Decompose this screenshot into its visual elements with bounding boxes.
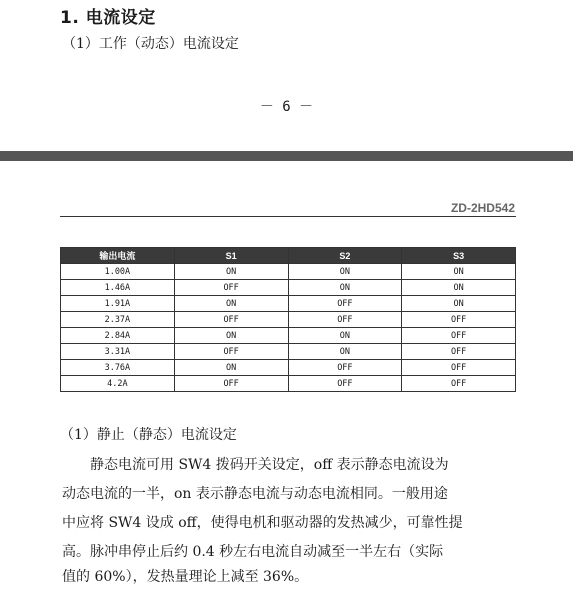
cell-s3: ON (402, 264, 516, 280)
cell-s2: ON (288, 264, 402, 280)
cell-current: 2.37A (61, 312, 175, 328)
cell-s1: ON (174, 264, 288, 280)
table-row (61, 328, 516, 344)
cell-s1: OFF (174, 312, 288, 328)
table-row (61, 344, 516, 360)
cell-s1: ON (174, 360, 288, 376)
paragraph-line: 高。脉冲串停止后约 0.4 秒左右电流自动减至一半左右（实际 (62, 544, 444, 560)
model-label: ZD-2HD542 (450, 201, 515, 215)
cell-s3: OFF (402, 328, 516, 344)
cell-s3: OFF (402, 344, 516, 360)
cell-s3: ON (402, 296, 516, 312)
cell-current: 3.31A (61, 344, 175, 360)
cell-s3: OFF (402, 376, 516, 392)
paragraph-line: 动态电流的一半，on 表示静态电流与动态电流相同。一般用途 (62, 486, 448, 502)
cell-s2: ON (288, 328, 402, 344)
header-s1: S1 (174, 248, 288, 264)
paragraph-line: 静态电流可用 SW4 拨码开关设定，off 表示静态电流设为 (62, 457, 449, 473)
cell-s2: OFF (288, 312, 402, 328)
table-row (61, 312, 516, 328)
cell-current: 3.76A (61, 360, 175, 376)
cell-s3: OFF (402, 360, 516, 376)
header-s2: S2 (288, 248, 402, 264)
section-title: 1. 电流设定 (60, 8, 156, 28)
header-s3: S3 (402, 248, 516, 264)
cell-s1: ON (174, 328, 288, 344)
current-settings-table (60, 247, 516, 392)
page-number: － 6 － (259, 99, 314, 115)
cell-s2: OFF (288, 360, 402, 376)
cell-current: 2.84A (61, 328, 175, 344)
cell-current: 4.2A (61, 376, 175, 392)
cell-s2: ON (288, 344, 402, 360)
header-output-current: 输出电流 (61, 248, 175, 264)
subheading-dynamic-current: （1）工作（动态）电流设定 (62, 36, 239, 52)
table-header-row (61, 248, 516, 264)
paragraph-line: 值的 60%），发热量理论上减至 36%。 (62, 569, 309, 585)
cell-s1: ON (174, 296, 288, 312)
page-divider (0, 151, 573, 161)
cell-s3: ON (402, 280, 516, 296)
cell-current: 1.00A (61, 264, 175, 280)
cell-s1: OFF (174, 280, 288, 296)
cell-current: 1.46A (61, 280, 175, 296)
cell-s3: OFF (402, 312, 516, 328)
cell-current: 1.91A (61, 296, 175, 312)
table-row (61, 296, 516, 312)
table-row (61, 360, 516, 376)
subheading-static-current: （1）静止（静态）电流设定 (60, 427, 237, 443)
cell-s2: OFF (288, 376, 402, 392)
table-row (61, 376, 516, 392)
cell-s2: ON (288, 280, 402, 296)
table-row (61, 264, 516, 280)
cell-s1: OFF (174, 344, 288, 360)
cell-s1: OFF (174, 376, 288, 392)
header-rule (60, 216, 516, 217)
table-row (61, 280, 516, 296)
paragraph-line: 中应将 SW4 设成 off，使得电机和驱动器的发热减少，可靠性提 (62, 515, 463, 531)
cell-s2: OFF (288, 296, 402, 312)
